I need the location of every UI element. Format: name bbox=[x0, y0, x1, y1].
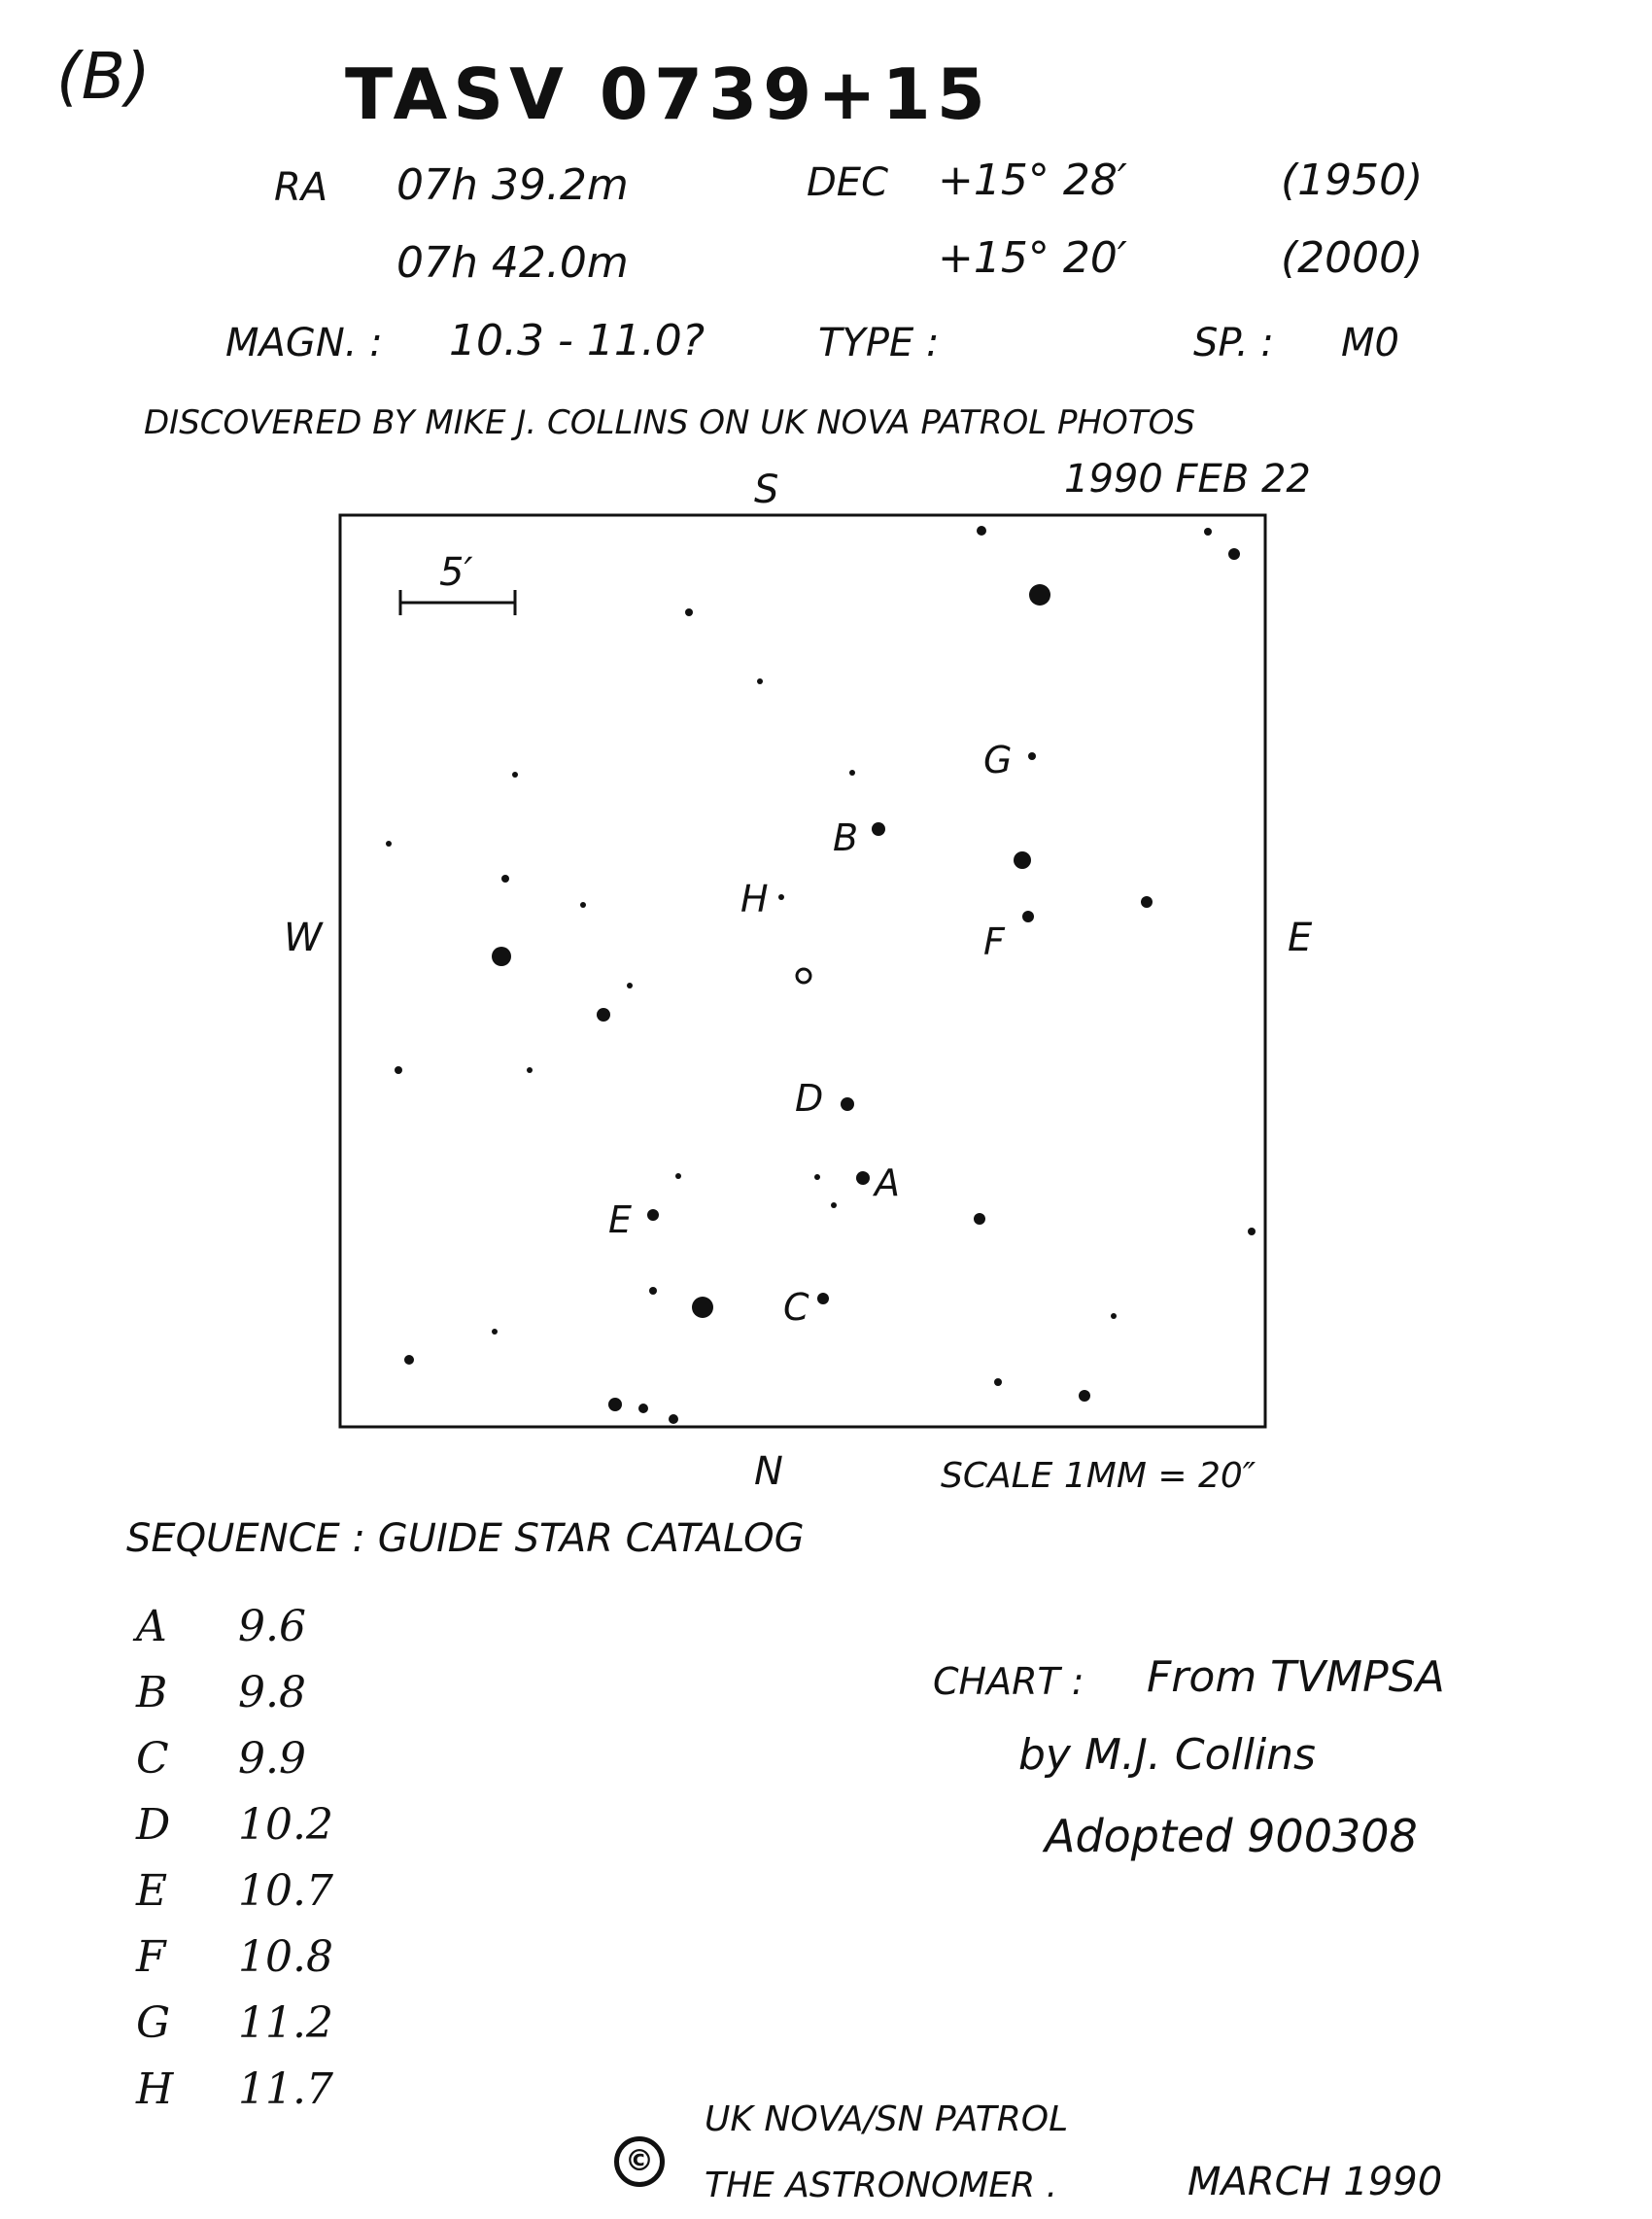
star-22 bbox=[527, 1067, 533, 1073]
scale-note: SCALE 1MM = 20″ bbox=[941, 1456, 1256, 1496]
epoch-1950: (1950) bbox=[1281, 156, 1424, 205]
star-label-f: F bbox=[983, 920, 1005, 963]
star-9 bbox=[1028, 752, 1036, 760]
star-13 bbox=[580, 902, 586, 908]
ra-1950: 07h 39.2m bbox=[396, 160, 629, 210]
sequence-mag: 10.2 bbox=[238, 1800, 333, 1850]
star-14 bbox=[778, 894, 784, 900]
star-40 bbox=[638, 1404, 648, 1413]
sequence-star: D bbox=[136, 1800, 171, 1850]
chart-credit-label: CHART : bbox=[933, 1660, 1084, 1703]
dec-1950: +15° 28′ bbox=[938, 156, 1127, 205]
star-38 bbox=[1079, 1390, 1090, 1402]
star-label-b: B bbox=[833, 816, 859, 859]
chart-credit-author: by M.J. Collins bbox=[1018, 1730, 1316, 1780]
dec-label: DEC bbox=[807, 160, 889, 205]
star-15 bbox=[1014, 851, 1031, 869]
star-2 bbox=[1204, 528, 1212, 536]
sequence-star: B bbox=[136, 1668, 168, 1717]
variable-star-marker bbox=[797, 969, 810, 983]
star-label-c: C bbox=[783, 1286, 809, 1329]
sp-label: SP. : bbox=[1193, 321, 1274, 365]
star-25 bbox=[814, 1174, 820, 1180]
star-3 bbox=[1228, 548, 1240, 560]
star-label-e: E bbox=[608, 1198, 633, 1241]
star-5 bbox=[685, 608, 693, 616]
sequence-mag: 9.8 bbox=[238, 1668, 306, 1717]
scale-bar-label: 5′ bbox=[439, 550, 473, 595]
star-16 bbox=[1022, 911, 1034, 922]
sequence-star: E bbox=[136, 1866, 168, 1916]
star-33 bbox=[817, 1293, 829, 1304]
type-label: TYPE : bbox=[818, 321, 940, 365]
footer-line2: THE ASTRONOMER . bbox=[705, 2166, 1058, 2205]
ra-2000: 07h 42.0m bbox=[396, 238, 629, 288]
star-41 bbox=[669, 1414, 678, 1424]
star-23 bbox=[841, 1097, 854, 1111]
star-12 bbox=[501, 875, 509, 883]
star-30 bbox=[1248, 1228, 1256, 1235]
star-7 bbox=[512, 772, 518, 778]
star-6 bbox=[757, 678, 763, 684]
panel-label: (B) bbox=[56, 39, 151, 114]
copyright-icon: © bbox=[614, 2136, 665, 2187]
star-1 bbox=[977, 526, 986, 536]
sequence-mag: 9.9 bbox=[238, 1734, 306, 1784]
sequence-mag: 9.6 bbox=[238, 1602, 306, 1651]
ra-label: RA bbox=[274, 165, 328, 210]
dec-2000: +15° 20′ bbox=[938, 233, 1127, 283]
star-32 bbox=[692, 1297, 713, 1318]
star-36 bbox=[404, 1355, 414, 1365]
star-4 bbox=[1029, 584, 1050, 606]
star-35 bbox=[492, 1329, 498, 1335]
star-28 bbox=[647, 1209, 659, 1221]
star-label-d: D bbox=[795, 1077, 824, 1120]
compass-east: E bbox=[1288, 916, 1313, 960]
footer-line1: UK NOVA/SN PATROL bbox=[705, 2099, 1069, 2139]
star-27 bbox=[831, 1202, 837, 1208]
sequence-star: H bbox=[136, 2064, 174, 2114]
sequence-star: F bbox=[136, 1932, 166, 1982]
sp-value: M0 bbox=[1341, 321, 1399, 365]
magn-value: 10.3 - 11.0? bbox=[449, 316, 706, 365]
sequence-star: G bbox=[136, 1998, 171, 2048]
sequence-mag: 10.8 bbox=[238, 1932, 333, 1982]
star-field bbox=[386, 526, 1256, 1424]
chart-credit-source: From TVMPSA bbox=[1147, 1652, 1445, 1702]
footer-date: MARCH 1990 bbox=[1187, 2160, 1443, 2204]
star-8 bbox=[849, 770, 855, 776]
star-label-g: G bbox=[983, 739, 1013, 781]
discovery-date: 1990 FEB 22 bbox=[1064, 457, 1311, 502]
star-17 bbox=[1141, 896, 1153, 908]
star-label-a: A bbox=[875, 1162, 900, 1204]
sequence-star: A bbox=[136, 1602, 167, 1651]
star-24 bbox=[675, 1173, 681, 1179]
sequence-mag: 10.7 bbox=[238, 1866, 333, 1916]
discovery-line: DISCOVERED BY MIKE J. COLLINS ON UK NOVA PATROL PHOTOS bbox=[144, 403, 1195, 442]
star-31 bbox=[649, 1287, 657, 1295]
star-10 bbox=[386, 841, 392, 847]
star-21 bbox=[395, 1066, 402, 1074]
star-11 bbox=[872, 822, 885, 836]
star-34 bbox=[1111, 1313, 1117, 1319]
compass-south: S bbox=[754, 468, 779, 512]
chart-adopted: Adopted 900308 bbox=[1045, 1810, 1418, 1862]
star-26 bbox=[856, 1171, 870, 1185]
star-18 bbox=[492, 947, 511, 966]
sequence-mag: 11.7 bbox=[238, 2064, 333, 2114]
page-title: TASV 0739+15 bbox=[345, 53, 991, 135]
compass-west: W bbox=[284, 916, 323, 960]
sequence-star: C bbox=[136, 1734, 169, 1784]
star-39 bbox=[608, 1398, 622, 1411]
star-19 bbox=[627, 983, 633, 988]
compass-north: N bbox=[754, 1449, 783, 1494]
sequence-mag: 11.2 bbox=[238, 1998, 333, 2048]
star-29 bbox=[974, 1213, 985, 1225]
star-label-h: H bbox=[740, 878, 769, 920]
epoch-2000: (2000) bbox=[1281, 233, 1424, 283]
star-20 bbox=[597, 1008, 610, 1022]
magn-label: MAGN. : bbox=[225, 321, 383, 365]
star-37 bbox=[994, 1378, 1002, 1386]
sequence-title: SEQUENCE : GUIDE STAR CATALOG bbox=[126, 1516, 805, 1561]
